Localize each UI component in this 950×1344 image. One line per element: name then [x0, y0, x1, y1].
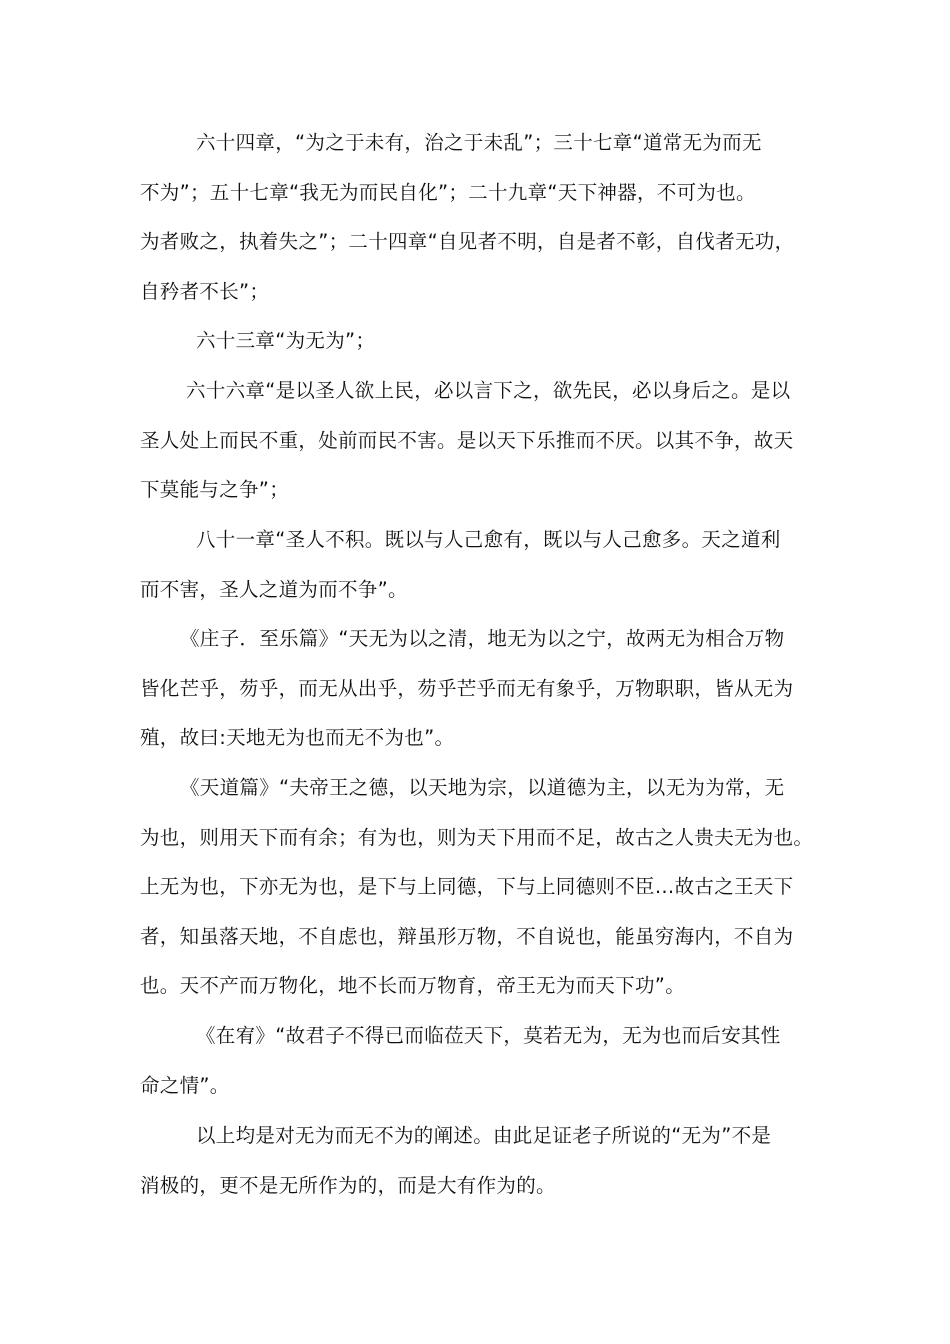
text-line: 下莫能与之争”；	[140, 478, 290, 501]
text-line: 者，知虽落天地，不自虑也，辩虽形万物，不自说也，能虽穷海内，不自为	[140, 924, 794, 948]
text-line: 《天道篇》“夫帝王之德，以天地为宗，以道德为主，以无为为常，无	[180, 776, 785, 799]
text-line: 圣人处上而民不重，处前而民不害。是以天下乐推而不厌。以其不争，故天	[140, 428, 794, 452]
paragraph-zhuangzi-zhile	[140, 614, 820, 763]
text-line: 不为”；五十七章“我无为而民自化”；二十九章“天下神器，不可为也。	[140, 180, 756, 204]
text-line: 为也，则用天下而有余；有为也，则为天下用而不足，故古之人贵夫无为也。	[140, 825, 814, 849]
paragraph-chapter-64	[140, 118, 820, 316]
text-line: 皆化芒乎，芴乎，而无从出乎，芴乎芒乎而无有象乎，万物职职，皆从无为	[140, 676, 794, 700]
text-line: 消极的，更不是无所作为的，而是大有作为的。	[140, 1173, 556, 1197]
paragraph-conclusion	[140, 1111, 820, 1210]
paragraph-chapter-63	[140, 316, 820, 366]
text-line: 六十四章，“为之于未有，治之于未乱”；三十七章“道常无为而无	[196, 131, 762, 154]
paragraph-chapter-81	[140, 515, 820, 614]
text-line: 《在宥》“故君子不得已而临莅天下，莫若无为，无为也而后安其性	[196, 1024, 781, 1047]
text-line: 自矜者不长”；	[140, 279, 270, 303]
text-line: 以上均是对无为而无不为的阐述。由此足证老子所说的“无为”不是	[196, 1124, 772, 1147]
text-line: 命之情”。	[140, 1073, 230, 1097]
text-line: 八十一章“圣人不积。既以与人己愈有，既以与人己愈多。天之道利	[196, 528, 781, 551]
text-line: 殖，故曰:天地无为也而无不为也”。	[140, 726, 455, 749]
paragraph-zaiyou	[140, 1011, 820, 1110]
text-line: 《庄子．至乐篇》“天无为以之清，地无为以之宁，故两无为相合万物	[180, 627, 785, 650]
text-line: 也。天不产而万物化，地不长而万物育，帝王无为而天下功”。	[140, 974, 686, 997]
paragraph-tiandao	[140, 763, 820, 1011]
text-line: 六十六章“是以圣人欲上民，必以言下之，欲先民，必以身后之。是以	[186, 379, 791, 402]
text-line: 而不害，圣人之道为而不争”。	[140, 577, 408, 601]
text-line: 上无为也，下亦无为也，是下与上同德，下与上同德则不臣…故古之王天下	[140, 875, 794, 898]
text-line: 六十三章“为无为”；	[196, 329, 376, 352]
text-line: 为者败之，执着失之”；二十四章“自见者不明，自是者不彰，自伐者无功，	[140, 230, 795, 253]
paragraph-chapter-66	[140, 366, 820, 515]
